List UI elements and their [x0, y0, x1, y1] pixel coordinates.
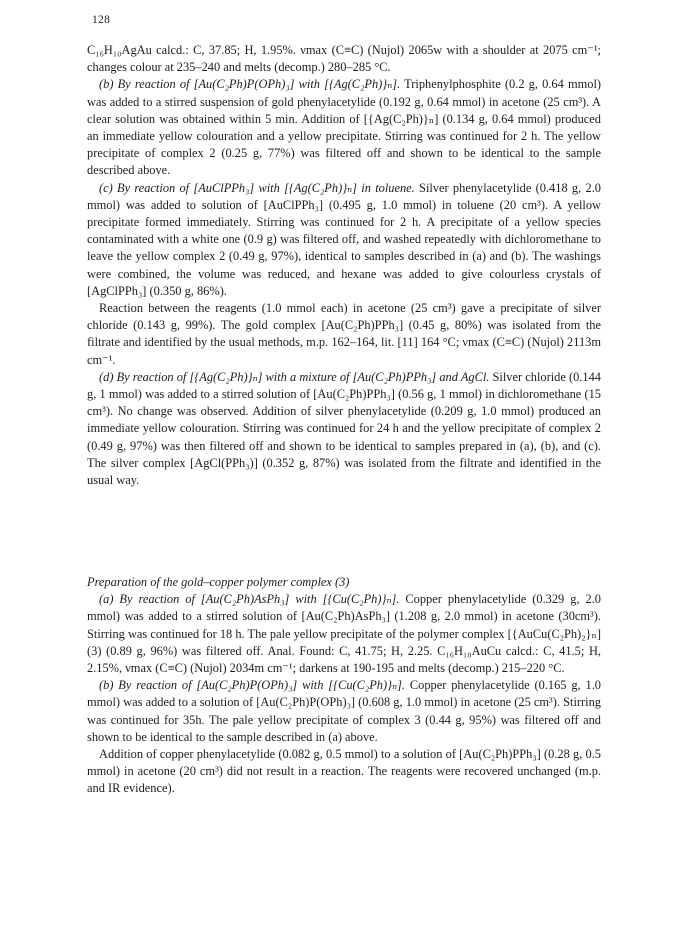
copper-method-b-heading: (b) By reaction of [Au(C₂Ph)P(OPh)₃] with [{Cu(C₂Ph)}ₙ]. [99, 678, 406, 693]
method-b-heading: (b) By reaction of [Au(C₂Ph)P(OPh)₃] with [{Ag(C₂Ph)}ₙ]. [99, 77, 401, 92]
copper-method-a-text: Copper phenylacetylide (0.329 g, 2.0 mmol) was added to a stirred solution of [Au(C₂Ph)AsPh₃] (1.208 g, 2.0 mmol) in acetone (30cm³). Stirring was continued for 18 h. The pale yellow precipitate of the polymer complex [{AuCu(C₂Ph)₂}ₙ] (3) (0.89 g, 96%) was filtered off. Anal. Found: C, 41.75; H, 2.25. C₁₆H₁₀AuCu calcd.: C, 41.5; H, 2.15%, νmax (C≡C) (Nujol) 2034m cm⁻¹; darkens at 190-195 and melts (decomp.) 215–220 °C. [87, 592, 601, 676]
method-d-text: Silver chloride (0.144 g, 1 mmol) was added to a stirred solution of [Au(C₂Ph)PPh₃] (0.56 g, 1 mmol) in dichloromethane (15 cm³). No change was observed. Addition of silver phenylacetylide (0.209 g, 1.0 mmol) produced an immediate yellow colouration. Stirring was continued for 24 h and the yellow precipitate of complex 2 (0.49 g, 97%) was then filtered off and shown to be identical to samples prepared in (a), (b), and (c). The silver complex [AgCl(PPh₃)] (0.352 g, 87%) was isolated from the filtrate and identified in the usual way. [87, 369, 601, 488]
experimental-text-block-2 [87, 574, 601, 798]
paragraph-copper-method-b [87, 677, 601, 746]
method-d-heading: (d) By reaction of [{Ag(C₂Ph)}ₙ] with a mixture of [Au(C₂Ph)PPh₃] and AgCl. [99, 369, 490, 384]
section-heading-gold-copper: Preparation of the gold–copper polymer complex (3) [87, 575, 350, 589]
paragraph-reaction-note: Reaction between the reagents (1.0 mmol each) in acetone (25 cm³) gave a precipitate of silver chloride (0.143 g, 99%). The gold complex [Au(C₂Ph)PPh₃] (0.45 g, 80%) was isolated from the filtrate and identified by the usual methods, m.p. 162–164, lit. [11] 164 °C; νmax (C≡C) (Nujol) 2113m cm⁻¹. [87, 301, 601, 367]
method-c-heading: (c) By reaction of [AuClPPh₃] with [{Ag(C₂Ph)}ₙ] in toluene. [99, 180, 415, 195]
paragraph-no-reaction: Addition of copper phenylacetylide (0.082 g, 0.5 mmol) to a solution of [Au(C₂Ph)PPh₃] (0.28 g, 0.5 mmol) in acetone (20 cm³) did not result in a reaction. The reagents were recovered unchanged (m.p. and IR evidence). [87, 747, 601, 796]
experimental-text-block-1 [87, 42, 601, 489]
page-number: 128 [92, 14, 111, 26]
method-c-text: Silver phenylacetylide (0.418 g, 2.0 mmol) was added to solution of [AuClPPh₃] (0.495 g, 1.0 mmol) in toluene (20 cm³). A yellow precipitate formed immediately. Stirring was continued for 2 h. A precipitate of a yellow species contaminated with a white one (0.9 g) was filtered off, and washed repeatedly with dichloromethane to leave the yellow complex 2 (0.49 g, 97%), identical to samples described in (a) and (b). The washings were combined, the volume was reduced, and hexane was added to give colourless crystals of [AgClPPh₃] (0.350 g, 86%). [87, 180, 601, 298]
paragraph-method-d [87, 369, 601, 489]
paragraph-analysis-continued: C₁₆H₁₀AgAu calcd.: C, 37.85; H, 1.95%. νmax (C≡C) (Nujol) 2065w with a shoulder at 2075 cm⁻¹; changes colour at 235–240 and melts (decomp.) 280–285 °C. [87, 43, 601, 75]
copper-method-b-text: Copper phenylacetylide (0.165 g, 1.0 mmol) was added to a solution of [Au(C₂Ph)P(OPh)₃] (0.608 g, 1.0 mmol) in acetone (25 cm³). Stirring was continued for 35h. The pale yellow precipitate of complex 3 (0.44 g, 95%) was filtered off and shown to be identical to the sample described in (a) above. [87, 678, 601, 744]
paragraph-copper-method-a [87, 591, 601, 677]
copper-method-a-heading: (a) By reaction of [Au(C₂Ph)AsPh₃] with [{Cu(C₂Ph)}ₙ]. [99, 592, 400, 607]
method-b-text: Triphenylphosphite (0.2 g, 0.64 mmol) was added to a stirred suspension of gold phenylacetylide (0.192 g, 0.64 mmol) in acetone (25 cm³). A clear solution was obtained within 5 min. Addition of [{Ag(C₂Ph)}ₙ] (0.134 g, 0.64 mmol) produced an immediate yellow colouration and a yellow precipitate. Stirring was continued for 2 h. The yellow precipitate of complex 2 (0.25 g, 77%) was filtered off and shown to be identical to the sample described above. [87, 77, 602, 178]
paragraph-method-b [87, 76, 601, 179]
paragraph-method-c [87, 180, 601, 300]
